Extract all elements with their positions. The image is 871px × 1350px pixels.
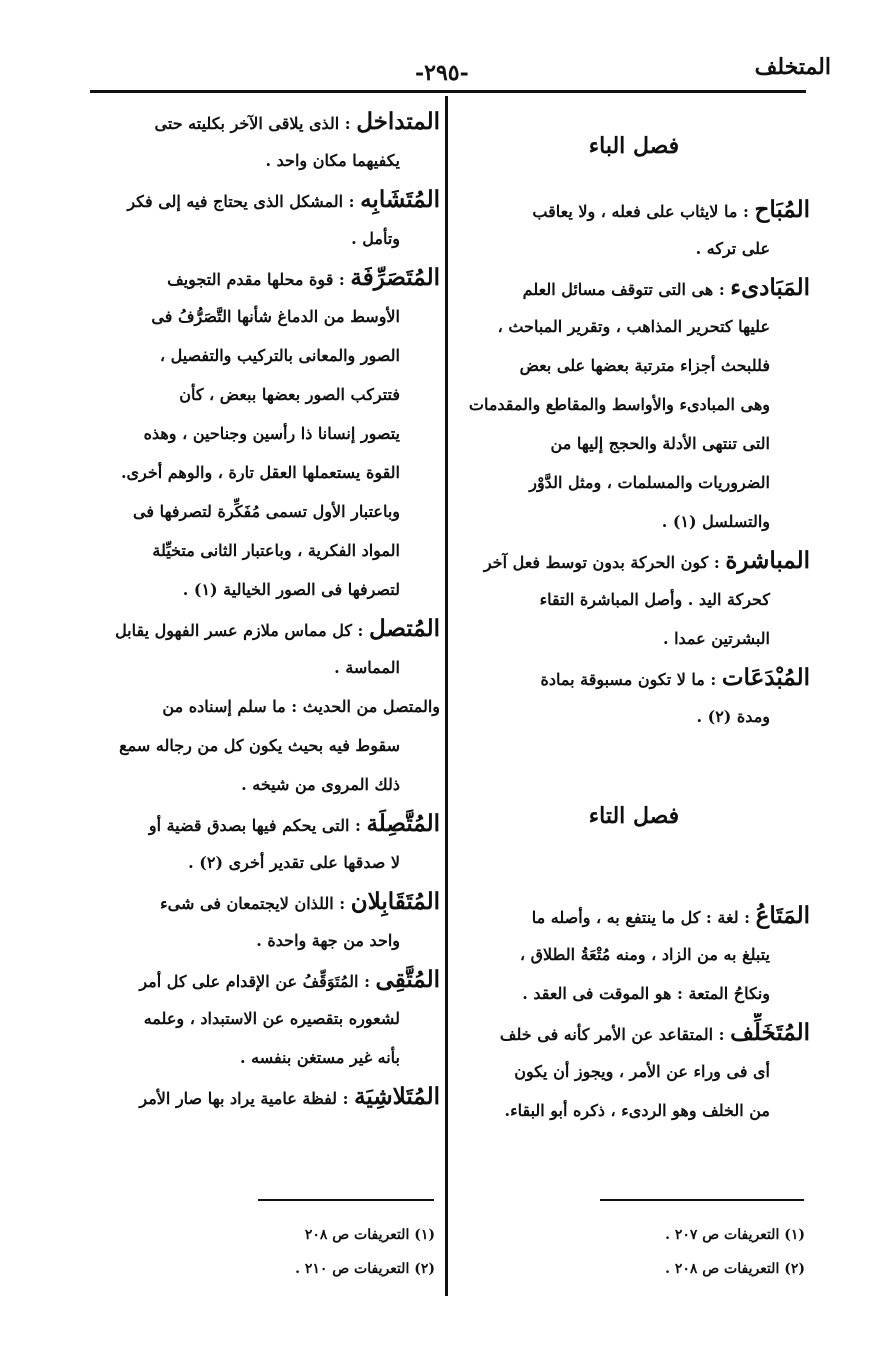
- entry-term: المُتَّقِى: [375, 966, 440, 993]
- entry-definition: المشكل الذى يحتاج فيه إلى فكر: [127, 192, 344, 211]
- entry-separator: :: [358, 972, 376, 991]
- footnote-left-1: (١) التعريفات ص ٢٠٨: [304, 1227, 435, 1243]
- entry-definition: المتقاعد عن الأمر كأنه فى خلف: [499, 1025, 714, 1044]
- continuation-line: على تركه .: [695, 239, 770, 258]
- continuation-line: يتصور إنسانا ذا رأسين وجناحين ، وهذه: [143, 424, 400, 443]
- entry-separator: :: [333, 270, 351, 289]
- entry-term: المُتَلاشِيَة: [354, 1083, 440, 1110]
- continuation-line: التى تنتهى الأدلة والحجج إليها من: [550, 434, 770, 453]
- continuation-line: لتصرفها فى الصور الخيالية (١) .: [182, 580, 400, 599]
- entry-term: المُتصل: [369, 615, 440, 642]
- left-column: [88, 102, 440, 1116]
- entry-separator: :: [737, 202, 755, 221]
- entry-term: المُتَصَرِّفَة: [350, 264, 440, 291]
- entry-separator: :: [351, 621, 369, 640]
- footnote-left-2: (٢) التعريفات ص ٢١٠ .: [295, 1261, 435, 1277]
- entry-line: [458, 190, 810, 229]
- entry-separator: :: [713, 280, 731, 299]
- spacer: [458, 836, 810, 896]
- entry-separator: :: [713, 1025, 731, 1044]
- entry-line: [88, 1077, 440, 1116]
- entry-line: [88, 102, 440, 141]
- continuation-line: وباعتبار الأول تسمى مُفَكِّرة لتصرفها فى: [133, 502, 400, 521]
- continuation-line: أى فى وراء عن الأمر ، ويجوز أن يكون: [514, 1062, 770, 1081]
- entry-term: المُبَاح: [754, 196, 810, 223]
- continuation-line: ذلك المروى من شيخه .: [241, 775, 400, 794]
- header-rule: [90, 90, 806, 93]
- running-header-word: المتخلف: [754, 54, 831, 80]
- entry-line: [88, 609, 440, 648]
- entry-separator: :: [333, 894, 351, 913]
- page-number: -٢٩٥-: [415, 60, 469, 86]
- entry-line: [88, 882, 440, 921]
- entry-line: [88, 258, 440, 297]
- entry-term: المُتَقَابِلان: [350, 888, 440, 915]
- spacer: [458, 102, 810, 126]
- continuation-line: المماسة .: [334, 658, 400, 677]
- footnote-rule-left: [258, 1199, 434, 1201]
- entry-separator: :: [738, 908, 756, 927]
- continuation-line: لا صدقها على تقدير أخرى (٢) .: [188, 853, 400, 872]
- entry-definition: التى يحكم فيها بصدق قضية أو: [148, 816, 350, 835]
- entry-separator: :: [343, 192, 361, 211]
- continuation-line: ونكاحُ المتعة : هو الموقت فى العقد .: [522, 984, 770, 1003]
- continuation-line: سقوط فيه بحيث يكون كل من رجاله سمع: [119, 736, 400, 755]
- section-heading: فصل التاء: [588, 803, 680, 829]
- entry-line: [88, 180, 440, 219]
- entry-term: المَبَادىء: [730, 274, 810, 301]
- continuation-line: والتسلسل (١) .: [661, 512, 770, 531]
- continuation-line: كحركة اليد . وأصل المباشرة التقاء: [539, 590, 770, 609]
- entry-term: المُتَخَلِّف: [730, 1019, 810, 1046]
- footnote-right-2: (٢) التعريفات ص ٢٠٨ .: [665, 1261, 805, 1277]
- entry-line: [88, 960, 440, 999]
- entry-line: [458, 1013, 810, 1052]
- entry-line: [88, 804, 440, 843]
- entry-term: المباشرة: [725, 547, 810, 574]
- entry-term: المُبْدَعَات: [721, 664, 810, 691]
- continuation-line: يتبلغ به من الزاد ، ومنه مُتْعَةُ الطلاق ،: [519, 945, 770, 964]
- continuation-line: يكفيهما مكان واحد .: [265, 151, 400, 170]
- entry-definition: ما لا تكون مسبوقة بمادة: [540, 670, 705, 689]
- continuation-line: عليها كتحرير المذاهب ، وتقرير المباحث ،: [497, 317, 770, 336]
- footnote-right-1: (١) التعريفات ص ٢٠٧ .: [665, 1227, 805, 1243]
- continuation-line: فللبحث أجزاء مترتبة بعضها على بعض: [519, 356, 770, 375]
- entry-definition: قوة محلها مقدم التجويف: [167, 270, 334, 289]
- entry-definition: كل مماس ملازم عسر الفهول يقابل: [115, 621, 352, 640]
- continuation-line: ومدة (٢) .: [696, 707, 770, 726]
- entry-definition: اللذان لايجتمعان فى شىء: [160, 894, 334, 913]
- continuation-line: الضروريات والمسلمات ، ومثل الدَّوْر: [529, 473, 770, 492]
- entry-term: المتداخل: [356, 108, 440, 135]
- entry-definition: المُتَوَقِّفُ عن الإقدام على كل أمر: [139, 972, 359, 991]
- continuation-line: لشعوره بتقصيره عن الاستبداد ، وعلمه: [143, 1009, 400, 1028]
- entry-definition: لغة : كل ما ينتفع به ، وأصله ما: [531, 908, 739, 927]
- entry-separator: :: [708, 553, 726, 572]
- column-divider: [445, 96, 448, 1296]
- entry-separator: :: [339, 114, 357, 133]
- entry-definition: الذى يلاقى الآخر بكليته حتى: [154, 114, 340, 133]
- entry-definition: هى التى تتوقف مسائل العلم: [522, 280, 714, 299]
- continuation-line: واحد من جهة واحدة .: [256, 931, 400, 950]
- section-heading: فصل الباء: [588, 133, 680, 159]
- continuation-line: من الخلف وهو الردىء ، ذكره أبو البقاء.: [504, 1101, 770, 1120]
- continuation-line: المواد الفكرية ، وباعتبار الثانى متخيِّلة: [152, 541, 400, 560]
- continuation-line: الصور والمعانى بالتركيب والتفصيل ،: [159, 346, 400, 365]
- entry-term: المَتَاعُ: [755, 902, 810, 929]
- text-line: والمتصل من الحديث : ما سلم إسناده من: [162, 697, 440, 716]
- entry-term: المُتَشَابِه: [360, 186, 440, 213]
- continuation-line: الأوسط من الدماغ شأنها التَّصَرُّفُ فى: [151, 307, 400, 326]
- continuation-line: فتتركب الصور بعضها ببعض ، كأن: [179, 385, 400, 404]
- spacer: [458, 736, 810, 796]
- entry-definition: ما لايثاب على فعله ، ولا يعاقب: [532, 202, 738, 221]
- entry-separator: :: [337, 1089, 355, 1108]
- continuation-line: البشرتين عمدا .: [662, 629, 770, 648]
- entry-separator: :: [349, 816, 367, 835]
- entry-term: المُتَّصِلَة: [366, 810, 440, 837]
- continuation-line: بأنه غير مستغن بنفسه .: [239, 1048, 400, 1067]
- entry-separator: :: [704, 670, 722, 689]
- entry-line: [458, 268, 810, 307]
- continuation-line: وهى المبادىء والأواسط والمقاطع والمقدمات: [468, 395, 770, 414]
- entry-line: [458, 896, 810, 935]
- right-column: [458, 102, 810, 1130]
- footnote-rule-right: [600, 1199, 804, 1201]
- entry-line: [458, 541, 810, 580]
- spacer: [458, 166, 810, 190]
- continuation-line: القوة يستعملها العقل تارة ، والوهم أخرى.: [120, 463, 400, 482]
- entry-definition: كون الحركة بدون توسط فعل آخر: [483, 553, 709, 572]
- entry-line: [458, 658, 810, 697]
- entry-definition: لفظة عامية يراد بها صار الأمر: [139, 1089, 338, 1108]
- continuation-line: وتأمل .: [351, 229, 400, 248]
